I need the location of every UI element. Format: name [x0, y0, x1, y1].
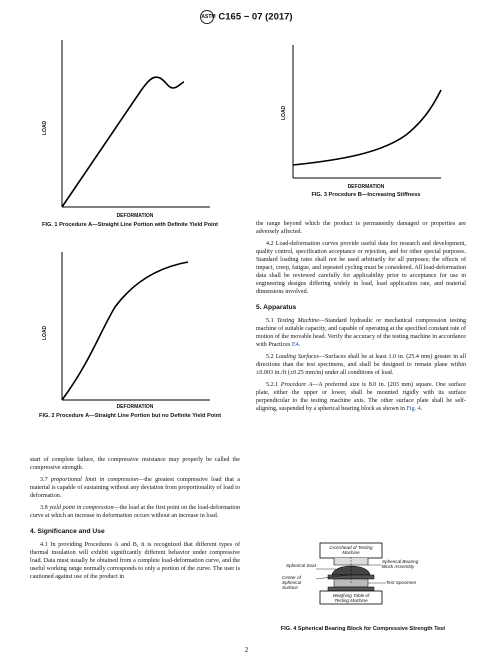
defined-term: Procedure A — [280, 382, 313, 388]
fig2-curve — [62, 262, 188, 400]
paragraph-3-7 — [30, 476, 240, 500]
practices-e4-link[interactable]: E4 — [291, 342, 299, 348]
defined-term: proportional limit in compression — [50, 477, 139, 483]
fig3-curve — [293, 90, 441, 165]
fig1-plot — [60, 40, 210, 210]
paragraph-3-8 — [30, 504, 240, 520]
fig3-ylabel: LOAD — [281, 105, 287, 120]
page-number: 2 — [244, 646, 249, 654]
left-column — [30, 456, 240, 585]
paragraph-4-1: 4.1 In providing Procedures A and B, it is recognized that different types of thermal insulation will exhibit significantly different behavior under compressive load. Data must usually be obtained from a complete load-deformation curve, and the useful working range normally corresponds to only a portion of the curve. The user is cautioned against use of the product in — [30, 542, 240, 580]
fig3-caption: FIG. 3 Procedure B—Increasing Stiffness — [311, 192, 421, 198]
astm-logo-icon: ASTM — [200, 10, 214, 24]
lower-plate — [328, 587, 374, 591]
fig1-caption: FIG. 1 Procedure A—Straight Line Portion with Definite Yield Point — [41, 222, 218, 228]
definition-text: —the greatest compressive load that a material is capable of sustaining without any deviation from proportionality of load to deformation. — [30, 477, 240, 499]
para-end: . — [298, 342, 301, 348]
para-end: . — [420, 406, 423, 412]
fig2-plot — [60, 252, 210, 402]
paragraph-5-2-1 — [256, 381, 466, 413]
para-text: —A preferred size is 8.0 in. (203 mm) square. One surface plate, either the upper or lower, shall be mounted rigidly with its surface perpendicular to the testing machine axis. The other surface plate shall be self-aligning, suspended by a spherical bearing block as shown in — [256, 382, 466, 412]
right-continued-paragraph: the range beyond which the product is permanently damaged or properties are adversely affected. — [256, 221, 466, 235]
fig1-ylabel: LOAD — [42, 120, 48, 135]
fig1-curve — [62, 77, 184, 207]
fig2-ylabel: LOAD — [42, 325, 48, 340]
fig4-label-center: Center of Spherical Surface — [282, 575, 302, 590]
right-column — [256, 220, 466, 417]
fig2-xlabel: DEFORMATION — [116, 404, 154, 410]
fig3-plot — [291, 45, 441, 180]
paragraph-5-2 — [256, 353, 466, 377]
fig4-label-crosshead: Crosshead of Testing Machine — [329, 545, 373, 555]
paragraph-4-2: 4.2 Load-deformation curves provide useful data for research and development, quality control, specification acceptance or rejection, and for other special purposes. Standard loading rates shall not be used arbitrarily for all purposes; the effects of impact, creep, fatigue, and repeated cycling must be considered. All load-deformation data shall be reviewed carefully for applicability prior to acceptance for use in engineering designs differing widely in load, load application rate, and material dimensions involved. — [256, 241, 466, 295]
defined-term: Testing Machine — [276, 318, 319, 324]
para-text: —Standard hydraulic or mechanical compression testing machine of suitable capacity, and capable of operating at the specified constant rate of motion of the movable head. Verify the accuracy of the testing machine in accordance with Practices — [256, 318, 466, 348]
fig3-xlabel: DEFORMATION — [347, 184, 385, 190]
fig4-label-seat: Spherical Seat — [286, 563, 316, 568]
para-number: 5.1 — [266, 318, 274, 324]
paragraph-5-1 — [256, 317, 466, 349]
para-number: 5.2 — [266, 354, 274, 360]
fig4-diagram — [282, 541, 420, 623]
section-5-heading: 5. Apparatus — [256, 304, 297, 311]
fig1-xlabel: DEFORMATION — [116, 213, 154, 219]
page-header — [0, 10, 493, 24]
para-number: 3.8 — [40, 505, 48, 511]
para-number: 5.2.1 — [266, 382, 279, 388]
section-4-heading: 4. Significance and Use — [30, 528, 105, 535]
defined-term: Loading Surfaces — [275, 354, 319, 360]
fig4-caption: FIG. 4 Spherical Bearing Block for Compressive Strength Test — [280, 626, 446, 632]
fig2-caption: FIG. 2 Procedure A—Straight Line Portion but no Definite Yield Point — [39, 413, 221, 419]
definition-text: —the load at the first point on the load-deformation curve at which an increase in deformation occurs without an increase in load. — [30, 505, 240, 519]
fig4-label-bearing: Spherical Bearing Block Assembly — [382, 559, 419, 569]
defined-term: yield point in compression — [49, 505, 114, 511]
left-continued-paragraph: start of complete failure, the compressive resistance may properly be called the compressive strength. — [30, 457, 240, 471]
fig4-link[interactable]: Fig. 4 — [406, 406, 421, 412]
para-number: 3.7 — [40, 477, 48, 483]
fig4-label-specimen: Test Specimen — [386, 580, 417, 585]
fig4-label-table: Weighing Table of Testing Machine — [332, 593, 370, 603]
para-text: —Surfaces shall be at least 1.0 in. (25.4 mm) greater in all directions than the test specimens, and shall be designed to remain plane within ±0.003 in./ft (±0.25 mm/m) under all conditions of load. — [256, 354, 467, 376]
designation: C165 − 07 (2017) — [218, 11, 293, 23]
